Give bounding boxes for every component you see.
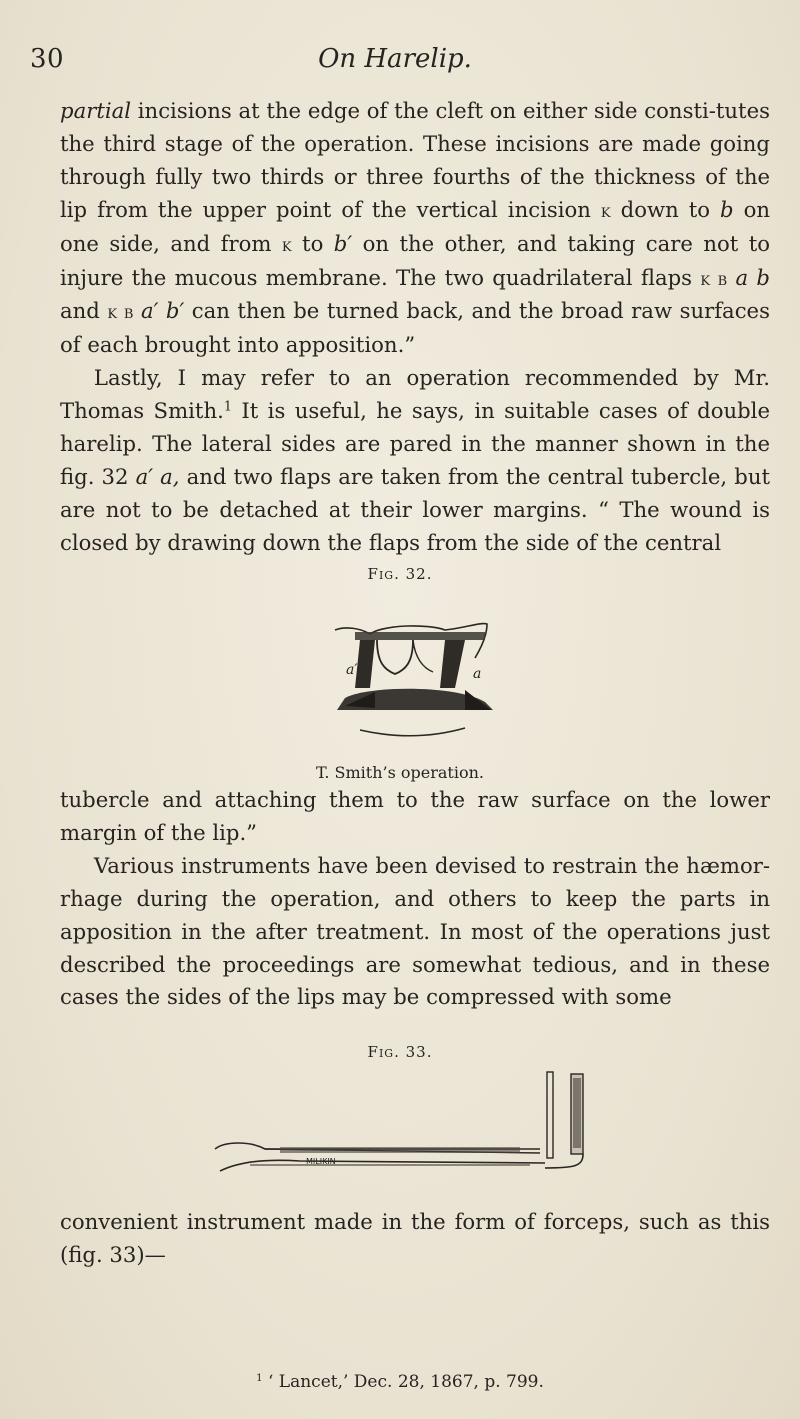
figure-32-caption: T. Smith’s operation. bbox=[316, 763, 484, 782]
figure-32-illustration bbox=[315, 618, 505, 738]
figure-33-forceps-arms bbox=[210, 1135, 550, 1175]
page-number: 30 bbox=[30, 44, 65, 74]
footnote-ref: 1 bbox=[223, 398, 232, 414]
paragraph-forceps: convenient instrument made in the form of forceps, such as this (fig. 33)— bbox=[60, 1209, 770, 1267]
figure-32-label-left: a′ bbox=[346, 662, 358, 678]
figure-33-maker-mark: MILIKIN bbox=[306, 1157, 336, 1166]
paragraph-third-stage: partial incisions at the edge of the cleft on either side consti-tutes the third stage of the operation. These incisions are made going through fully two thirds or three fourths of the thickness of the lip from the upper point of the vertical incision k down to b on one side, and from k to b′ on the other, and taking care not to injure the mucous membrane. The two quadrilateral flaps k b a b and k b a′ b′ can then be turned back, and the broad raw surfaces of each brought into apposition.” bbox=[60, 98, 770, 358]
paragraph-smith-operation: Lastly, I may refer to an operation recommended by Mr. Thomas Smith.$^1$ It is useful, he says, in suitable cases of double harelip. The lateral sides are pared in the manner shown in the fig. 32 a′ a, and two flaps are taken from the central tubercle, but are not to be detached at their lower margins. “ The wound is closed by drawing down the flaps from the side of the central bbox=[60, 365, 770, 555]
text-block-bottom bbox=[60, 1206, 770, 1272]
figure-32-title: Fig. 32. bbox=[367, 565, 433, 583]
paragraph-tubercle: tubercle and attaching them to the raw surface on the lower margin of the lip.” bbox=[60, 787, 770, 845]
running-title: On Harelip. bbox=[318, 44, 472, 74]
text-block-middle bbox=[60, 784, 770, 1014]
figure-32-label-right: a bbox=[473, 666, 482, 682]
footnote bbox=[0, 1372, 800, 1392]
footnote-text: ‘ Lancet,’ Dec. 28, 1867, p. 799. bbox=[262, 1372, 544, 1392]
footnote-marker: 1 bbox=[256, 1372, 263, 1384]
page-header bbox=[30, 44, 760, 84]
paragraph-instruments: Various instruments have been devised to restrain the hæmor-rhage during the operation, and others to keep the parts in apposition in the after treatment. In most of the operations just described the proceedings are somewhat tedious, and in these cases the sides of the lips may be compressed with some bbox=[60, 852, 770, 1010]
figure-33-title: Fig. 33. bbox=[367, 1043, 433, 1061]
text-block-top bbox=[60, 95, 770, 560]
